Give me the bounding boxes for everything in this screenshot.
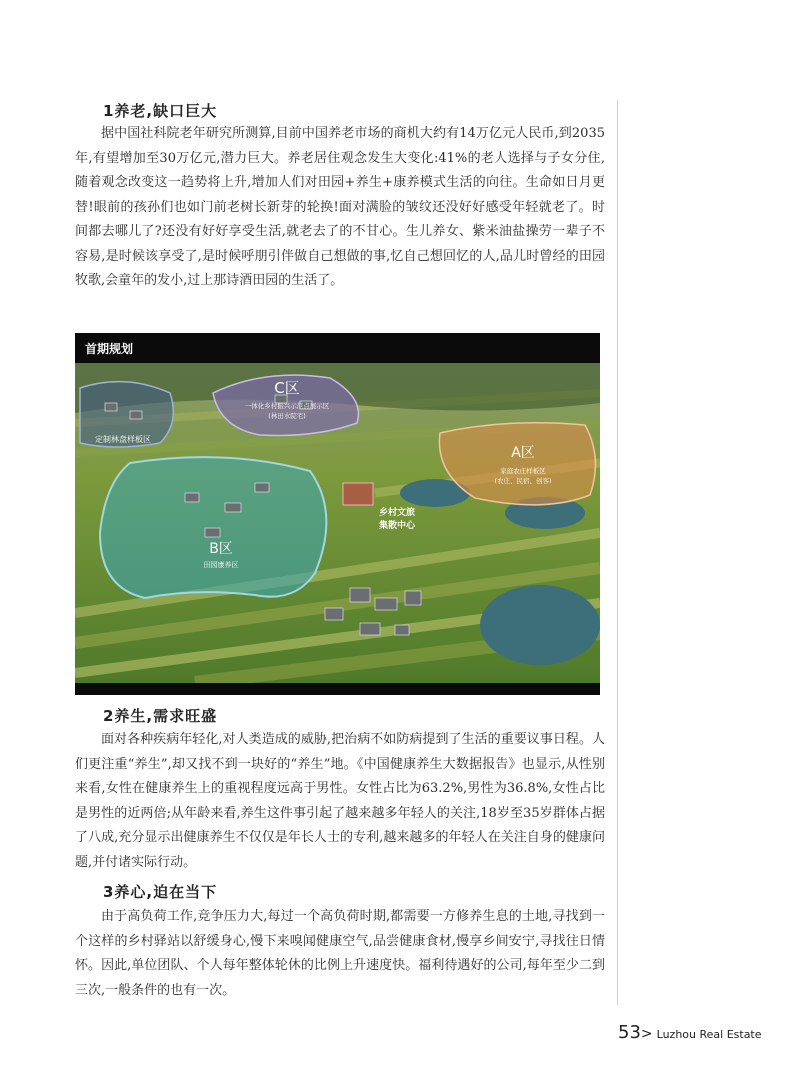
pond-east	[480, 585, 600, 665]
zone-c-subtitle: 一体化乡村振兴示范点展示区	[244, 402, 330, 410]
section-heading-2: 2养生,需求旺盛	[103, 707, 218, 725]
section-heading-1: 1养老,缺口巨大	[103, 102, 218, 120]
page-footer	[618, 1022, 762, 1043]
hub-label: 乡村文旅	[378, 508, 416, 518]
footer-arrow: >	[640, 1026, 653, 1042]
zone-b-title: B区	[209, 541, 233, 557]
zone-hub	[343, 483, 373, 505]
hub-label-2: 集散中心	[378, 521, 416, 531]
aerial-map	[75, 363, 600, 683]
section-heading-3: 3养心,迫在当下	[103, 883, 218, 901]
figure-banner	[75, 333, 600, 363]
column-divider	[617, 100, 618, 1005]
section-paragraph-3: 由于高负荷工作,竞争压力大,每过一个高负荷时期,都需要一方修养生息的土地,寻找到一个这样的乡村驿站以舒缓身心,慢下来嗅闻健康空气,品尝健康食材,慢享乡间安宁,寻找往日情怀。因此,单位团队、个人每年整体轮休的比例上升速度快。福利待遇好的公司,每年至少二到三次,一般条件的也有一次。	[75, 909, 605, 998]
zone-a-subtitle-2: (农庄、民宿、创客)	[494, 477, 552, 485]
zone-b	[100, 457, 326, 598]
page-number: 53	[618, 1022, 641, 1043]
zone-c-title: C区	[274, 379, 300, 397]
planning-map-figure	[75, 363, 600, 683]
section-paragraph-2: 面对各种疾病年轻化,对人类造成的威胁,把治病不如防病提到了生活的重要议事日程。人们更注重“养生”,却又找不到一块好的“养生”地。《中国健康养生大数据报告》也显示,从性别来看,女性在健康养生上的重视程度远高于男性。女性占比为63.2%,男性为36.8%,女性占比是男性的近两倍;从年龄来看,养生这件事引起了越来越多年轻人的关注,18岁至35岁群体占据了八成,充分显示出健康养生不仅仅是年长人士的专利,越来越多的年轻人在关注自身的健康问题,并付诸实际行动。	[75, 732, 605, 870]
zone-forest-label: 定制林盘样板区	[95, 435, 151, 444]
figure-bottom-bar	[75, 683, 600, 695]
section-paragraph-1: 据中国社科院老年研究所测算,目前中国养老市场的商机大约有14万亿元人民币,到2035年,有望增加至30万亿元,潜力巨大。养老居住观念发生大变化:41%的老人选择与子女分住,随着观念改变这一趋势将上升,增加人们对田园+养生+康养模式生活的向往。生命如日月更替!眼前的孩孙们也如门前老树长新芽的轮换!面对满脸的皱纹还没好好感受年轻就老了。时间都去哪儿了?还没有好好享受生活,就老去了的不甘心。生儿养女、紫米油盐操劳一辈子不容易,是时候该享受了,是时候呼朋引伴做自己想做的事,忆自己想回忆的人,品儿时曾经的田园牧歌,会童年的发小,过上那诗酒田园的生活了。	[75, 126, 605, 288]
zone-c-subtitle-2: (林田水院宅)	[268, 412, 306, 420]
zone-a-subtitle: 家庭农庄样板区	[500, 467, 546, 475]
zone-a-title: A区	[511, 445, 535, 461]
publication-name: Luzhou Real Estate	[656, 1028, 762, 1041]
zone-b-subtitle: 田园康养区	[203, 561, 239, 569]
figure-title: 首期规划	[85, 342, 134, 356]
